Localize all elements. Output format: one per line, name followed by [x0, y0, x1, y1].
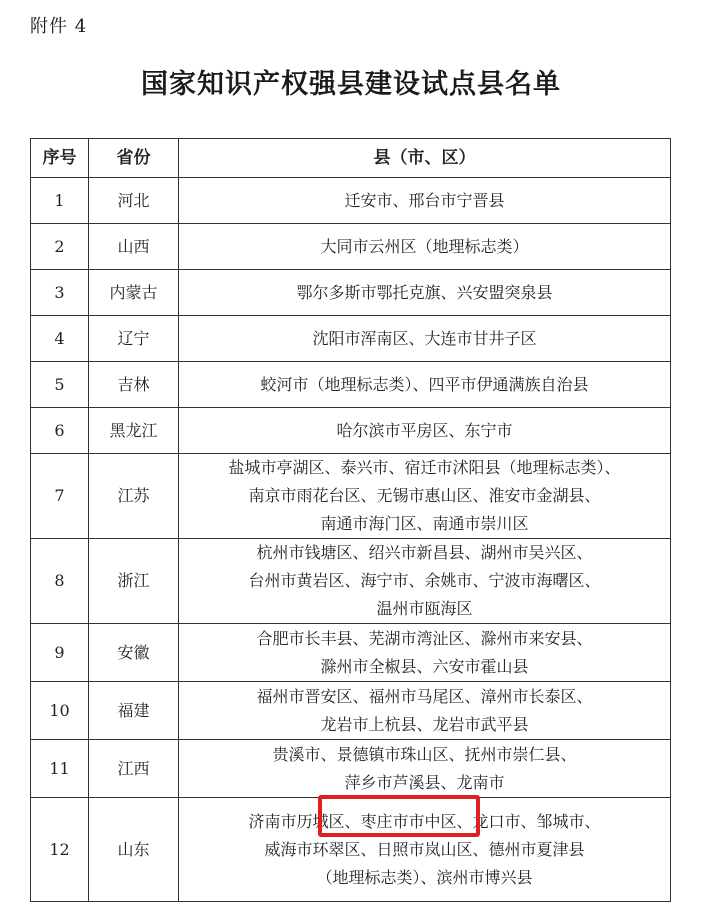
- header-county: 县（市、区）: [179, 139, 671, 178]
- row-province: 内蒙古: [89, 270, 179, 316]
- county-line: 温州市瓯海区: [376, 599, 473, 618]
- row-number: 10: [31, 682, 89, 740]
- table-row: [31, 624, 671, 682]
- county-line: 龙岩市上杭县、龙岩市武平县: [320, 714, 529, 734]
- document-title: 国家知识产权强县建设试点县名单: [141, 69, 561, 100]
- table-row: [31, 539, 671, 624]
- row-province: 河北: [89, 178, 179, 224]
- county-line: 大同市云州区（地理标志类）: [320, 236, 529, 256]
- row-counties: [179, 798, 671, 902]
- row-province: 福建: [89, 682, 179, 740]
- row-number: 12: [31, 798, 89, 902]
- table-row: [31, 316, 671, 362]
- county-line: 济南市历城区、枣庄市市中区、龙口市、邹城市、: [248, 811, 601, 831]
- row-province: 浙江: [89, 539, 179, 624]
- county-line: 杭州市钱塘区、绍兴市新昌县、湖州市吴兴区、: [256, 543, 593, 562]
- table-row: [31, 454, 671, 539]
- table-row: [31, 408, 671, 454]
- row-counties: [179, 316, 671, 362]
- row-counties: [179, 682, 671, 740]
- row-province: 江苏: [89, 454, 179, 539]
- row-counties: [179, 740, 671, 798]
- county-line: 蛟河市（地理标志类）、四平市伊通满族自治县: [260, 374, 589, 394]
- row-number: 9: [31, 624, 89, 682]
- county-line: 威海市环翠区、日照市岚山区、德州市夏津县: [264, 839, 585, 859]
- row-number: 1: [31, 178, 89, 224]
- row-number: 3: [31, 270, 89, 316]
- table-row: [31, 362, 671, 408]
- county-line: 南通市海门区、南通市崇川区: [320, 514, 529, 533]
- county-line: 鄂尔多斯市鄂托克旗、兴安盟突泉县: [296, 282, 553, 302]
- row-counties: [179, 408, 671, 454]
- county-line: 南京市雨花台区、无锡市惠山区、淮安市金湖县、: [248, 486, 601, 505]
- row-number: 11: [31, 740, 89, 798]
- county-line: （地理标志类）、滨州市博兴县: [316, 867, 533, 887]
- header-province: 省份: [89, 139, 179, 178]
- county-line: 台州市黄岩区、海宁市、余姚市、宁波市海曙区、: [248, 571, 601, 590]
- table-row: [31, 740, 671, 798]
- county-line: 萍乡市芦溪县、龙南市: [344, 772, 505, 792]
- row-province: 吉林: [89, 362, 179, 408]
- row-number: 6: [31, 408, 89, 454]
- row-province: 安徽: [89, 624, 179, 682]
- table-row: [31, 224, 671, 270]
- row-province: 江西: [89, 740, 179, 798]
- row-counties: [179, 270, 671, 316]
- row-province: 黑龙江: [89, 408, 179, 454]
- row-province: 山东: [89, 798, 179, 902]
- county-line: 福州市晋安区、福州市马尾区、漳州市长泰区、: [256, 686, 593, 706]
- county-line: 哈尔滨市平房区、东宁市: [336, 420, 513, 440]
- row-number: 8: [31, 539, 89, 624]
- table-body: [31, 178, 671, 902]
- county-line: 盐城市亭湖区、泰兴市、宿迁市沭阳县（地理标志类）、: [228, 458, 621, 477]
- row-counties: [179, 178, 671, 224]
- row-counties: [179, 624, 671, 682]
- table-header-row: [31, 139, 671, 178]
- row-number: 7: [31, 454, 89, 539]
- row-number: 5: [31, 362, 89, 408]
- row-counties: [179, 224, 671, 270]
- row-number: 4: [31, 316, 89, 362]
- county-line: 迁安市、邢台市宁晋县: [344, 190, 505, 210]
- row-number: 2: [31, 224, 89, 270]
- row-province: 山西: [89, 224, 179, 270]
- table-row: [31, 270, 671, 316]
- row-counties: [179, 454, 671, 539]
- row-counties: [179, 539, 671, 624]
- county-line: 合肥市长丰县、芜湖市湾沚区、滁州市来安县、: [256, 628, 593, 648]
- table-row: [31, 798, 671, 902]
- pilot-county-table: [30, 138, 671, 902]
- county-line: 沈阳市浑南区、大连市甘井子区: [312, 328, 537, 348]
- header-number: 序号: [31, 139, 89, 178]
- county-line: 滁州市全椒县、六安市霍山县: [320, 656, 529, 676]
- row-province: 辽宁: [89, 316, 179, 362]
- table-row: [31, 682, 671, 740]
- county-line: 贵溪市、景德镇市珠山区、抚州市崇仁县、: [272, 744, 577, 764]
- row-counties: [179, 362, 671, 408]
- table-row: [31, 178, 671, 224]
- attachment-label: 附件 4: [30, 16, 88, 37]
